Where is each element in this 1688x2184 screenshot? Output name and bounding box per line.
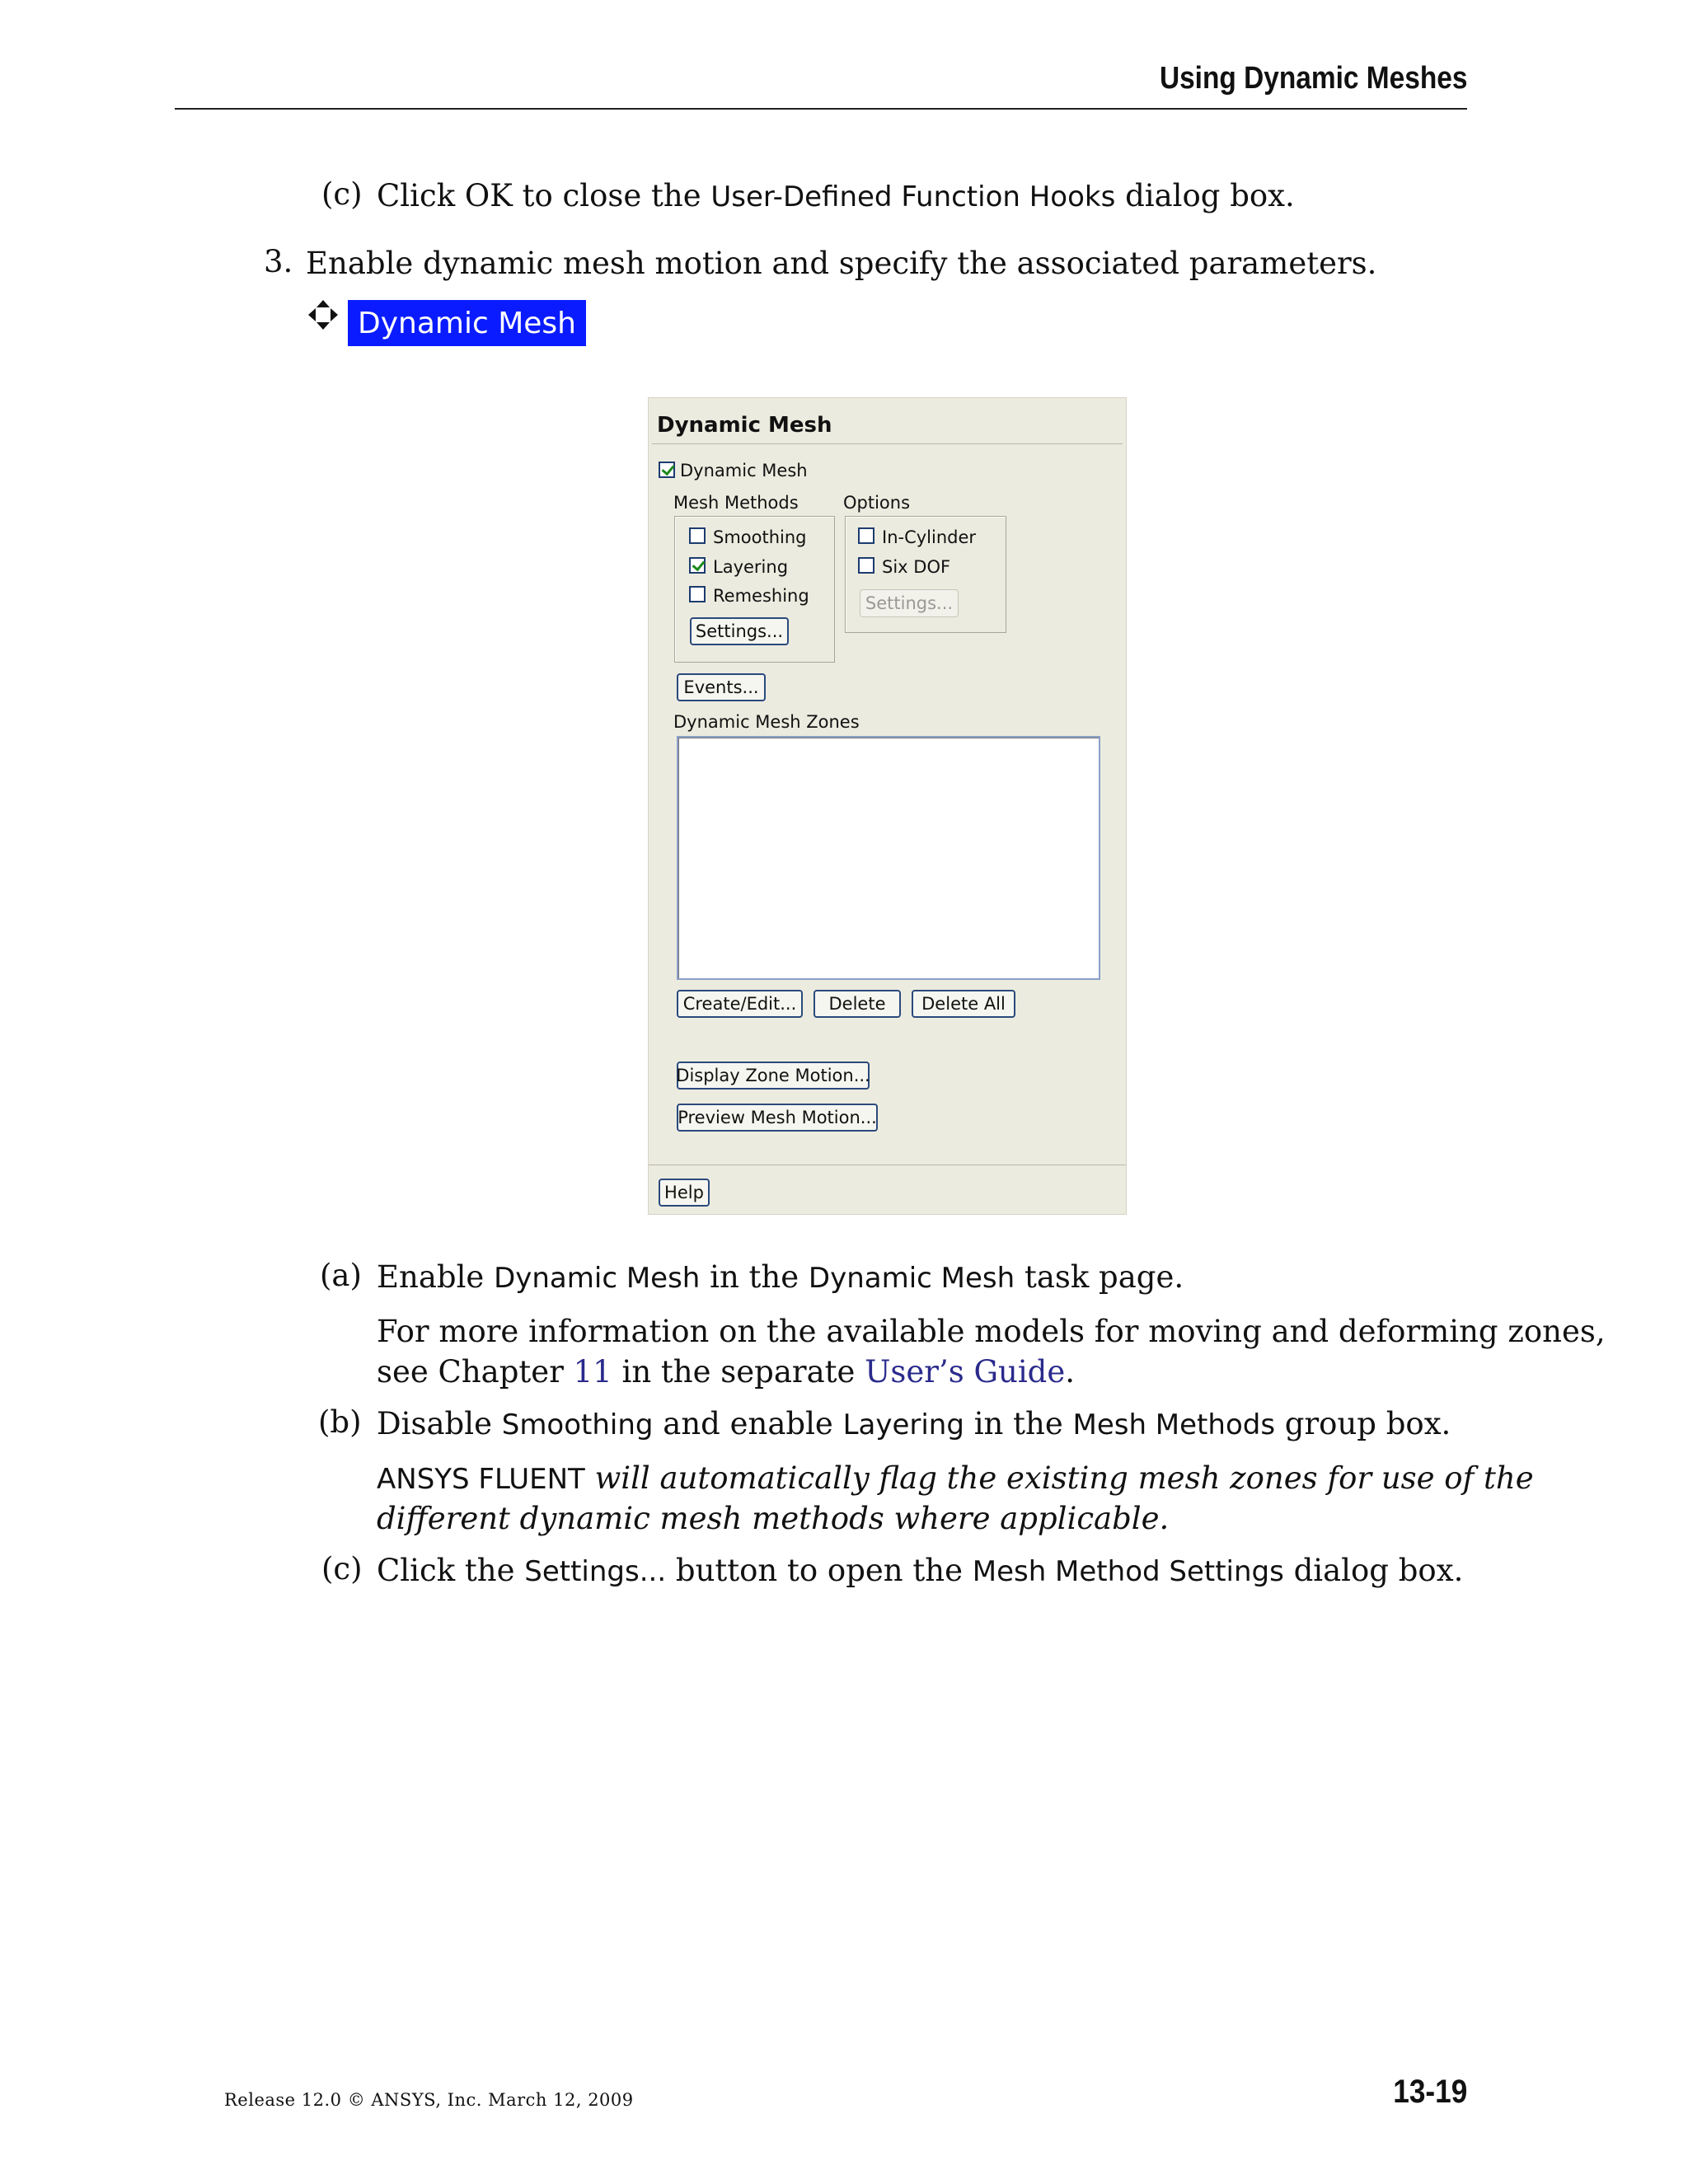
ui-ref-settings: Settings... xyxy=(524,1555,667,1588)
smoothing-label: Smoothing xyxy=(713,527,807,547)
ui-ref-dynamic-mesh-task-page: Dynamic Mesh xyxy=(808,1262,1015,1295)
sub-b-mid: and enable xyxy=(653,1406,843,1441)
ui-ref-udf-hooks: User-Defined Function Hooks xyxy=(710,180,1116,213)
remeshing-checkbox[interactable] xyxy=(689,586,706,602)
sub-c-post: dialog box. xyxy=(1283,1553,1464,1588)
sub-b-post: group box. xyxy=(1275,1406,1451,1441)
layering-checkbox[interactable] xyxy=(689,557,706,574)
sub-a-pre: Enable xyxy=(377,1259,495,1295)
sub-a-text xyxy=(377,1258,1184,1297)
users-guide-link[interactable]: User’s Guide xyxy=(865,1354,1066,1390)
mesh-methods-title: Mesh Methods xyxy=(673,493,799,513)
step-2c-pre: Click OK to close the xyxy=(377,178,711,213)
sub-c-pre: Click the xyxy=(377,1553,525,1588)
ui-ref-layering: Layering xyxy=(842,1408,964,1441)
nav-dynamic-mesh-link[interactable]: Dynamic Mesh xyxy=(348,300,586,346)
product-name: ANSYS FLUENT xyxy=(377,1463,585,1496)
delete-all-button[interactable]: Delete All xyxy=(912,990,1015,1018)
display-zone-motion-button[interactable]: Display Zone Motion... xyxy=(677,1062,870,1090)
in-cylinder-checkbox[interactable] xyxy=(858,527,874,544)
ui-ref-mesh-methods: Mesh Methods xyxy=(1072,1408,1276,1441)
dynamic-mesh-checkbox-label: Dynamic Mesh xyxy=(680,461,808,480)
step-3-label: 3. xyxy=(264,244,293,279)
footer-release: Release 12.0 © ANSYS, Inc. March 12, 2009 xyxy=(224,2090,634,2110)
options-settings-button[interactable]: Settings... xyxy=(860,589,959,617)
chapter-11-link[interactable]: 11 xyxy=(573,1354,612,1390)
six-dof-label: Six DOF xyxy=(882,557,951,577)
sub-c-mid: button to open the xyxy=(666,1553,973,1588)
sub-a-note-post: . xyxy=(1065,1354,1076,1390)
zones-label: Dynamic Mesh Zones xyxy=(673,712,860,732)
sub-a-note-line1: For more information on the available models for moving and deforming zones, xyxy=(377,1314,1606,1349)
navigation-arrows-icon xyxy=(307,298,340,331)
ui-ref-dynamic-mesh: Dynamic Mesh xyxy=(494,1262,701,1295)
step-2c-text xyxy=(377,176,1295,216)
sub-c-text xyxy=(377,1551,1463,1591)
create-edit-button[interactable]: Create/Edit... xyxy=(677,990,803,1018)
sub-b-note-line1 xyxy=(377,1459,1534,1498)
sub-b-label: (b) xyxy=(318,1404,362,1440)
options-title: Options xyxy=(843,493,911,513)
dialog-title-rule xyxy=(652,443,1123,444)
sub-b-mid2: in the xyxy=(964,1406,1073,1441)
sub-b-text xyxy=(377,1404,1451,1444)
remeshing-label: Remeshing xyxy=(713,586,809,606)
sub-b-note-line2: different dynamic mesh methods where applicable. xyxy=(377,1501,1170,1536)
dynamic-mesh-zones-list[interactable] xyxy=(677,736,1100,980)
sub-b-note-text: will automatically flag the existing mesh zones for use of the xyxy=(584,1460,1534,1496)
page-number: 13-19 xyxy=(1392,2074,1467,2110)
sub-a-post: task page. xyxy=(1015,1259,1184,1295)
mesh-methods-settings-button[interactable]: Settings... xyxy=(690,617,789,645)
sub-a-label: (a) xyxy=(320,1258,362,1293)
step-2c-label: (c) xyxy=(321,176,363,212)
step-3-text: Enable dynamic mesh motion and specify the associated parameters. xyxy=(306,246,1377,281)
sub-a-note-pre: see Chapter xyxy=(377,1354,574,1390)
dialog-title: Dynamic Mesh xyxy=(657,413,832,438)
sub-c-label: (c) xyxy=(321,1551,363,1586)
ui-ref-mesh-method-settings: Mesh Method Settings xyxy=(972,1555,1284,1588)
running-header: Using Dynamic Meshes xyxy=(1159,61,1467,96)
sub-b-pre: Disable xyxy=(377,1406,502,1441)
dynamic-mesh-checkbox[interactable] xyxy=(659,462,675,478)
layering-label: Layering xyxy=(713,557,789,577)
in-cylinder-label: In-Cylinder xyxy=(882,527,977,547)
step-2c-post: dialog box. xyxy=(1115,178,1295,213)
sub-a-note-mid: in the separate xyxy=(612,1354,865,1390)
six-dof-checkbox[interactable] xyxy=(858,557,874,574)
help-button[interactable]: Help xyxy=(659,1179,710,1207)
delete-button[interactable]: Delete xyxy=(814,990,901,1018)
events-button[interactable]: Events... xyxy=(677,673,766,701)
smoothing-checkbox[interactable] xyxy=(689,527,706,544)
sub-a-note-line2 xyxy=(377,1352,1075,1392)
ui-ref-smoothing: Smoothing xyxy=(501,1408,654,1441)
header-rule xyxy=(175,108,1467,110)
sub-a-mid: in the xyxy=(700,1259,809,1295)
preview-mesh-motion-button[interactable]: Preview Mesh Motion... xyxy=(677,1104,878,1132)
dynamic-mesh-panel xyxy=(648,397,1127,1215)
